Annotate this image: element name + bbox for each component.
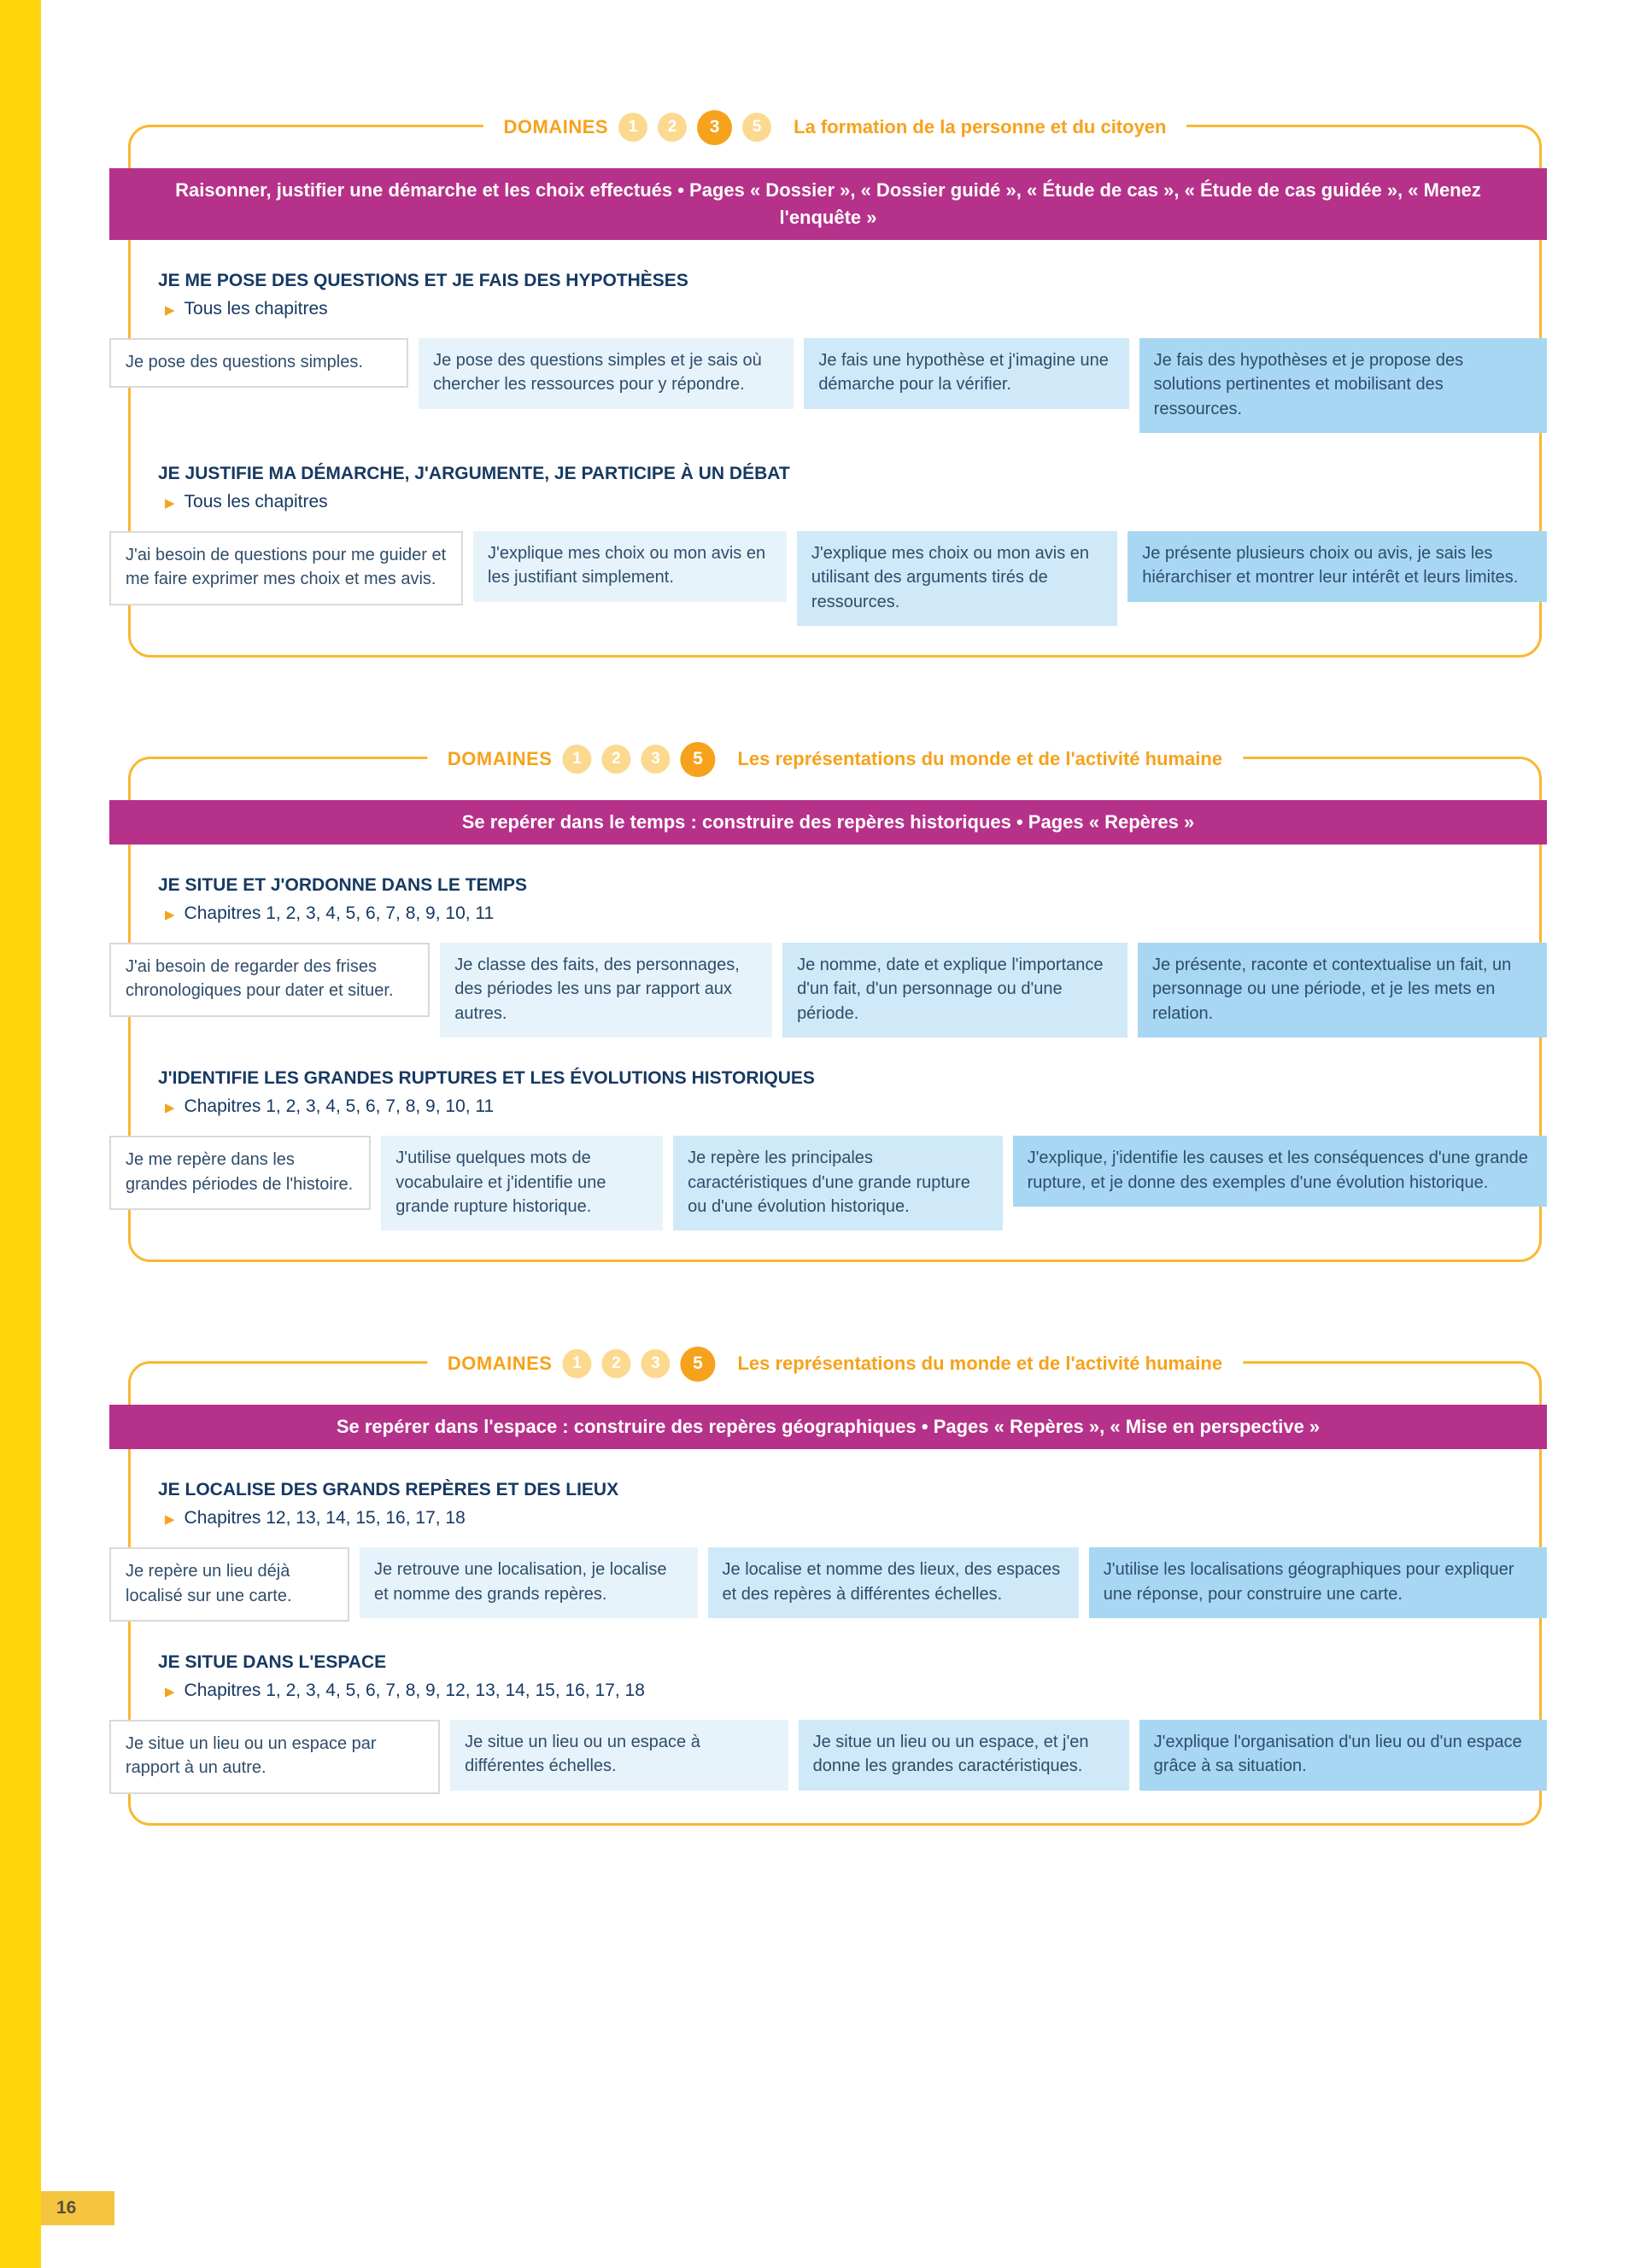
level-4-cell: J'utilise les localisations géographiques pour expliquer une réponse, pour construire une carte. [1089,1547,1547,1618]
domain-badge-1: 1 [562,1349,591,1378]
skill-chapters [165,1508,1519,1529]
skill-block [126,463,1539,626]
skill-chapters [165,1681,1519,1701]
skill-chapters [165,903,1519,924]
level-2-cell: Je pose des questions simples et je sais où chercher les ressources pour y répondre. [419,338,794,409]
skill-block [126,1068,1539,1230]
level-1-cell: Je me repère dans les grandes périodes de l'histoire. [109,1136,371,1210]
level-2-cell: Je retrouve une localisation, je localise et nomme des grands repères. [360,1547,698,1618]
triangle-bullet-icon: ▶ [165,1685,175,1700]
skill-heading: JE ME POSE DES QUESTIONS ET JE FAIS DES HYPOTHÈSES [158,270,688,290]
skill-block [126,875,1539,1038]
domain-badge-5: 5 [680,742,715,777]
level-3-cell: Je fais une hypothèse et j'imagine une démarche pour la vérifier. [804,338,1128,409]
level-2-cell: J'utilise quelques mots de vocabulaire et j'identifie une grande rupture historique. [381,1136,663,1230]
skill-chapters [165,299,1519,319]
skill-chapters [165,492,1519,512]
domain-badge-2: 2 [658,113,687,142]
domaines-label: DOMAINES [447,1353,553,1375]
domain-section-1 [109,116,1547,658]
domain-badge-3: 3 [697,110,732,145]
triangle-bullet-icon: ▶ [165,302,175,318]
level-1-cell: Je repère un lieu déjà localisé sur une carte. [109,1547,349,1622]
level-3-cell: Je repère les principales caractéristiques d'une grande rupture ou d'une évolution historique. [673,1136,1002,1230]
domain-header-3 [427,1341,1243,1387]
competency-banner: Se repérer dans le temps : construire des repères historiques • Pages « Repères » [109,800,1547,845]
level-3-cell: J'explique mes choix ou mon avis en utilisant des arguments tirés de ressources. [797,531,1117,626]
domaines-label: DOMAINES [503,116,609,137]
domaines-label: DOMAINES [447,748,553,770]
level-1-cell: J'ai besoin de questions pour me guider et me faire exprimer mes choix et mes avis. [109,531,463,605]
skill-block [126,1652,1539,1794]
domain-badge-3: 3 [641,745,670,774]
domain-box-2 [126,748,1542,1262]
skill-block [126,1480,1539,1622]
skill-chapters-text: Chapitres 1, 2, 3, 4, 5, 6, 7, 8, 9, 10, 11 [184,903,495,924]
level-1-cell: Je situe un lieu ou un espace par rapport à un autre. [109,1720,440,1794]
domain-section-3 [109,1353,1547,1825]
domain-badge-5: 5 [742,113,771,142]
domain-badge-2: 2 [601,745,630,774]
skill-heading: JE SITUE ET J'ORDONNE DANS LE TEMPS [158,875,528,896]
level-1-cell: Je pose des questions simples. [109,338,408,388]
domain-badge-5: 5 [680,1347,715,1382]
triangle-bullet-icon: ▶ [165,908,175,923]
triangle-bullet-icon: ▶ [165,1512,175,1528]
domain-box-1 [126,116,1542,658]
domain-badge-3: 3 [641,1349,670,1378]
skill-chapters-text: Chapitres 1, 2, 3, 4, 5, 6, 7, 8, 9, 12, 13, 14, 15, 16, 17, 18 [184,1681,645,1701]
domain-box-3 [126,1353,1542,1825]
levels-row [109,531,1547,626]
level-4-cell: J'explique l'organisation d'un lieu ou d'un espace grâce à sa situation. [1139,1720,1547,1791]
skill-heading: JE SITUE DANS L'ESPACE [158,1652,387,1673]
level-3-cell: Je situe un lieu ou un espace, et j'en donne les grandes caractéristiques. [799,1720,1129,1791]
skill-chapters-text: Chapitres 1, 2, 3, 4, 5, 6, 7, 8, 9, 10, 11 [184,1096,495,1117]
level-4-cell: J'explique, j'identifie les causes et les conséquences d'une grande rupture, et je donne des exemples d'une évolution historique. [1013,1136,1547,1207]
skill-chapters-text: Chapitres 12, 13, 14, 15, 16, 17, 18 [184,1508,466,1529]
page-content [109,0,1547,1826]
left-accent-stripe [0,0,41,2268]
levels-row [109,1547,1547,1622]
levels-row [109,1720,1547,1794]
level-2-cell: Je classe des faits, des personnages, des périodes les uns par rapport aux autres. [440,943,772,1038]
level-2-cell: J'explique mes choix ou mon avis en les justifiant simplement. [473,531,787,602]
domain-header-2 [427,736,1243,782]
level-4-cell: Je fais des hypothèses et je propose des solutions pertinentes et mobilisant des ressources. [1139,338,1547,433]
skill-chapters [165,1096,1519,1117]
domain-title: Les représentations du monde et de l'activité humaine [737,1353,1223,1375]
skill-heading: J'IDENTIFIE LES GRANDES RUPTURES ET LES ÉVOLUTIONS HISTORIQUES [158,1068,815,1089]
level-2-cell: Je situe un lieu ou un espace à différentes échelles. [450,1720,788,1791]
domain-badge-2: 2 [601,1349,630,1378]
domain-title: La formation de la personne et du citoyen [794,116,1167,137]
level-4-cell: Je présente, raconte et contextualise un fait, un personnage ou une période, et je les mets en relation. [1138,943,1547,1038]
competency-banner: Se repérer dans l'espace : construire des repères géographiques • Pages « Repères », « Mise en perspective » [109,1405,1547,1449]
levels-row [109,1136,1547,1230]
level-1-cell: J'ai besoin de regarder des frises chronologiques pour dater et situer. [109,943,430,1017]
domain-badge-1: 1 [562,745,591,774]
levels-row [109,338,1547,433]
level-3-cell: Je localise et nomme des lieux, des espaces et des repères à différentes échelles. [708,1547,1079,1618]
page-number: 16 [41,2191,114,2225]
competency-banner: Raisonner, justifier une démarche et les choix effectués • Pages « Dossier », « Dossier guidé », « Étude de cas », « Étude de cas guidée », « Menez l'enquête » [109,168,1547,240]
domain-section-2 [109,748,1547,1262]
skill-block [126,270,1539,433]
domain-header-1 [483,104,1187,150]
skill-heading: JE LOCALISE DES GRANDS REPÈRES ET DES LIEUX [158,1480,619,1500]
domain-badge-1: 1 [618,113,647,142]
triangle-bullet-icon: ▶ [165,1101,175,1116]
triangle-bullet-icon: ▶ [165,495,175,511]
domain-title: Les représentations du monde et de l'activité humaine [737,748,1223,770]
skill-chapters-text: Tous les chapitres [184,298,328,319]
skill-heading: JE JUSTIFIE MA DÉMARCHE, J'ARGUMENTE, JE PARTICIPE À UN DÉBAT [158,463,790,483]
skill-chapters-text: Tous les chapitres [184,491,328,511]
level-3-cell: Je nomme, date et explique l'importance d'un fait, d'un personnage ou d'une période. [782,943,1128,1038]
level-4-cell: Je présente plusieurs choix ou avis, je sais les hiérarchiser et montrer leur intérêt et leurs limites. [1128,531,1547,602]
levels-row [109,943,1547,1038]
